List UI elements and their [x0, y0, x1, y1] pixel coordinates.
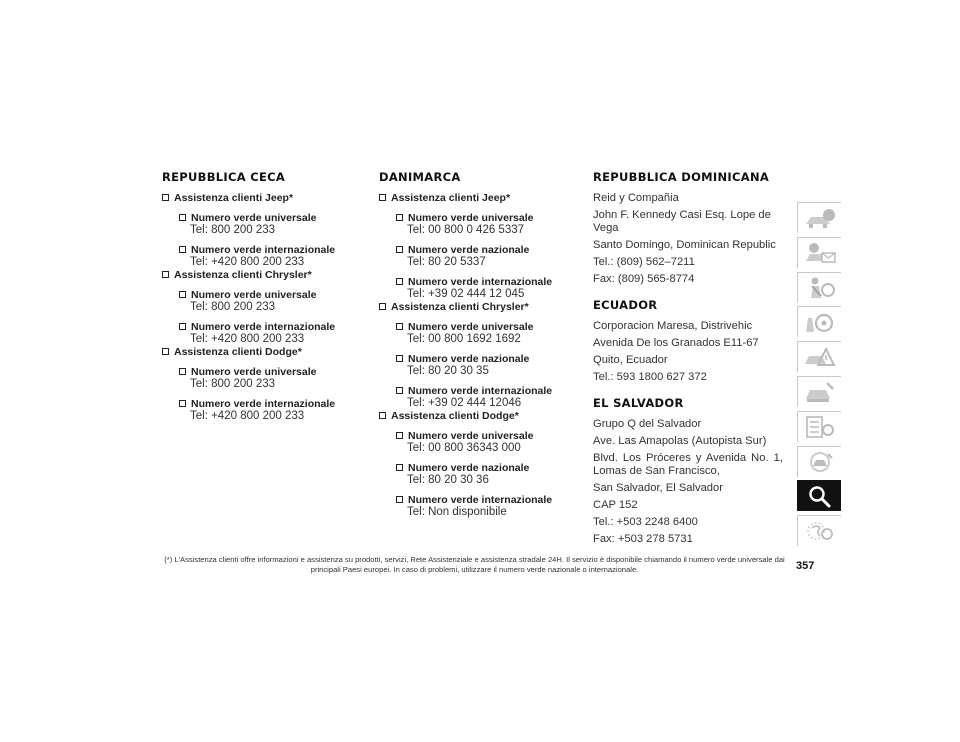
- address-line: John F. Kennedy Casi Esq. Lope de Vega: [593, 209, 771, 234]
- steering-wheel-icon: [803, 310, 837, 334]
- heading-czech: REPUBBLICA CECA: [162, 170, 286, 184]
- tab-service[interactable]: [797, 376, 841, 407]
- entry: Numero verde internazionale Tel: +420 800 200 233: [179, 321, 362, 346]
- address-line: Corporacion Maresa, Distrivehic: [593, 320, 753, 332]
- entry: Numero verde internazionale Tel: +420 800 200 233: [179, 398, 362, 423]
- column-czech: [162, 170, 362, 423]
- bullet-square-icon: [379, 194, 386, 201]
- bullet-square-icon: [396, 214, 403, 221]
- address-line: CAP 152: [593, 499, 638, 511]
- entry: Numero verde universale Tel: 800 200 233: [179, 366, 362, 391]
- entry: Numero verde nazionale Tel: 80 20 5337: [396, 244, 579, 269]
- entry: Numero verde universale Tel: 00 800 36343 000: [396, 430, 579, 455]
- bullet-square-icon: [179, 246, 186, 253]
- entry: Numero verde universale Tel: 800 200 233: [179, 212, 362, 237]
- car-service-icon: [803, 380, 837, 404]
- group-jeep: Assistenza clienti Jeep*: [162, 192, 362, 205]
- bullet-square-icon: [396, 496, 403, 503]
- bullet-square-icon: [162, 271, 169, 278]
- group-chrysler: Assistenza clienti Chrysler*: [379, 301, 579, 314]
- bullet-square-icon: [162, 194, 169, 201]
- address-line: Quito, Ecuador: [593, 354, 668, 366]
- tab-safety[interactable]: [797, 272, 841, 303]
- car-dashboard-icon: [803, 206, 837, 230]
- heading-denmark: DANIMARCA: [379, 170, 461, 184]
- entry: Numero verde universale Tel: 00 800 0 426 5337: [396, 212, 579, 237]
- page-number: 357: [796, 560, 815, 572]
- entry: Numero verde universale Tel: 800 200 233: [179, 289, 362, 314]
- entry: Numero verde internazionale Tel: +39 02 444 12 045: [396, 276, 579, 301]
- column-denmark: [379, 170, 579, 519]
- tab-multimedia[interactable]: [797, 446, 841, 477]
- heading-dominicana: REPUBBLICA DOMINICANA: [593, 170, 770, 184]
- address-line: Santo Domingo, Dominican Republic: [593, 239, 776, 251]
- car-mail-icon: [803, 241, 837, 265]
- checklist-icon: [803, 415, 837, 439]
- phone-line: Tel.: +503 2248 6400: [593, 516, 698, 528]
- tab-dashboard[interactable]: [797, 202, 841, 233]
- bullet-square-icon: [179, 291, 186, 298]
- seatbelt-airbag-icon: [803, 276, 837, 300]
- entry: Numero verde internazionale Tel: +420 800 200 233: [179, 244, 362, 269]
- address-line: Grupo Q del Salvador: [593, 418, 702, 430]
- entry: Numero verde internazionale Tel: Non disponibile: [396, 494, 579, 519]
- tab-driving[interactable]: [797, 306, 841, 337]
- phone-line: Tel.: (809) 562–7211: [593, 256, 695, 268]
- address-line: Blvd. Los Próceres y Avenida No. 1, Lomas de San Francisco,: [593, 452, 783, 477]
- bullet-square-icon: [179, 214, 186, 221]
- bullet-square-icon: [179, 368, 186, 375]
- column-americas: [593, 170, 783, 550]
- group-chrysler: Assistenza clienti Chrysler*: [162, 269, 362, 282]
- search-icon: [803, 484, 837, 508]
- chapter-tabs: [797, 202, 841, 550]
- entry: Numero verde universale Tel: 00 800 1692 1692: [396, 321, 579, 346]
- bullet-square-icon: [396, 278, 403, 285]
- bullet-square-icon: [379, 303, 386, 310]
- entry: Numero verde internazionale Tel: +39 02 444 12046: [396, 385, 579, 410]
- tab-emergency[interactable]: [797, 341, 841, 372]
- address-line: Reid y Compañia: [593, 192, 679, 204]
- address-line: Ave. Las Amapolas (Autopista Sur): [593, 435, 767, 447]
- bullet-square-icon: [179, 400, 186, 407]
- footnote: (*) L'Assistenza clienti offre informazioni e assistenza su prodotti, servizi, Rete Assistenziale e assistenza stradale 24H. Il servizio è disponibile chiamando il numero verde universale dai principali Paesi europei. In caso di problemi, utilizzare il numero verde nazionale o internazionale.: [164, 555, 785, 574]
- address-line: Avenida De los Granados E11-67: [593, 337, 759, 349]
- car-spec-icon: [803, 450, 837, 474]
- fax-line: Fax: +503 278 5731: [593, 533, 693, 545]
- tab-languages[interactable]: [797, 515, 841, 546]
- bullet-square-icon: [396, 464, 403, 471]
- bullet-square-icon: [396, 387, 403, 394]
- heading-ecuador: ECUADOR: [593, 298, 658, 312]
- bullet-square-icon: [179, 323, 186, 330]
- group-dodge: Assistenza clienti Dodge*: [162, 346, 362, 359]
- entry: Numero verde nazionale Tel: 80 20 30 35: [396, 353, 579, 378]
- car-warning-icon: [803, 345, 837, 369]
- group-jeep: Assistenza clienti Jeep*: [379, 192, 579, 205]
- heading-el-salvador: EL SALVADOR: [593, 396, 684, 410]
- fax-line: Fax: (809) 565-8774: [593, 273, 695, 285]
- bullet-square-icon: [396, 432, 403, 439]
- group-dodge: Assistenza clienti Dodge*: [379, 410, 579, 423]
- tab-mail[interactable]: [797, 237, 841, 268]
- bullet-square-icon: [396, 246, 403, 253]
- tab-specs[interactable]: [797, 411, 841, 442]
- bullet-square-icon: [379, 412, 386, 419]
- bullet-square-icon: [396, 323, 403, 330]
- address-line: San Salvador, El Salvador: [593, 482, 723, 494]
- bullet-square-icon: [396, 355, 403, 362]
- tab-index[interactable]: [797, 480, 841, 511]
- language-index-icon: [803, 519, 837, 543]
- entry: Numero verde nazionale Tel: 80 20 30 36: [396, 462, 579, 487]
- bullet-square-icon: [162, 348, 169, 355]
- phone-line: Tel.: 593 1800 627 372: [593, 371, 707, 383]
